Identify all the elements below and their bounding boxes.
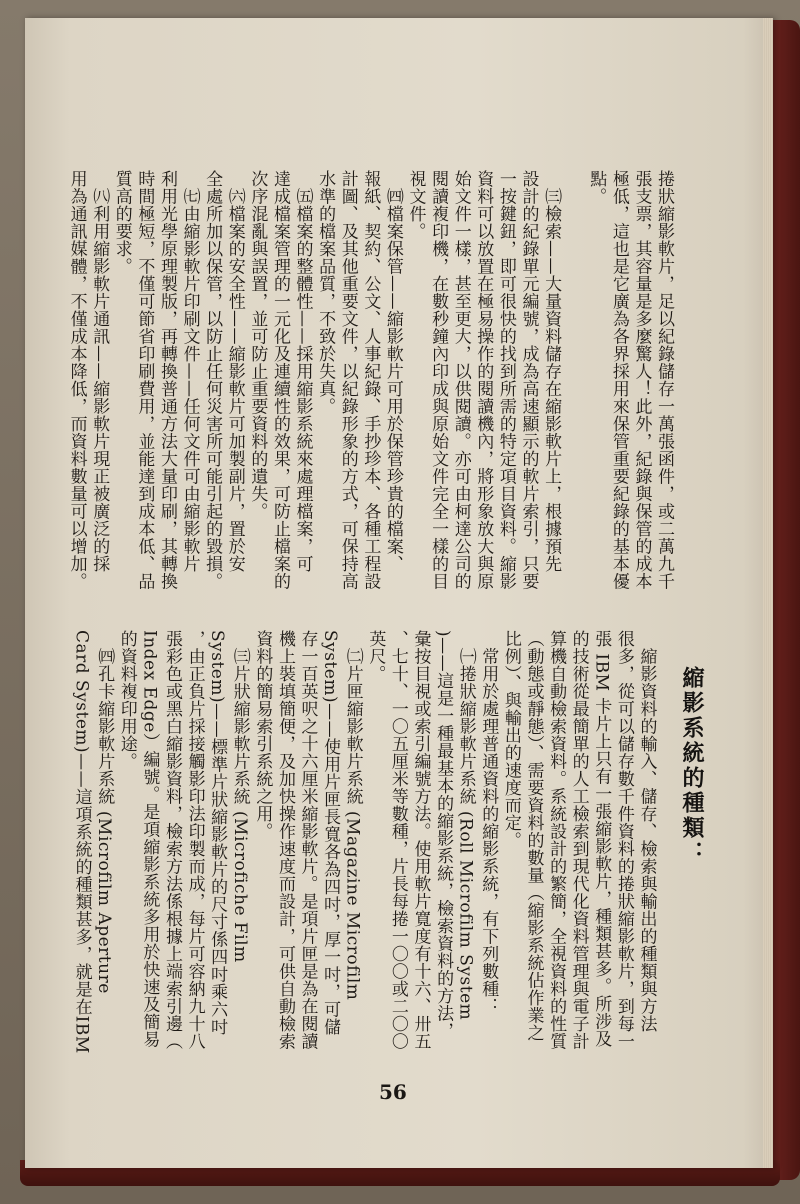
book-page	[25, 18, 773, 1168]
page-number: 56	[379, 1080, 407, 1104]
section-heading: 縮影系統的種類：	[679, 666, 705, 866]
upper-text-block: 捲狀縮影軟片，足以紀錄儲存一萬張函件，或二萬九千 張支票，其容量是多麼驚人！此外，紀錄與保管的成本 極低，這也是它廣為各界採用來保管重要紀錄的基本優 點。 ㈢檢索——大量資料儲存在縮影軟片上，根據預先 設計的紀錄單元編號，成為高速顯示的軟片索引，只要 一按鍵鈕，即可很快的找到所需的特定項目資料。縮影 資料可以放置在極易操作的閱讀機內，將形象放大與原 始文件一樣，甚至更大，以供閱讀。亦可由柯達公司的 閱讀複印機，在數秒鐘內印成與原始文件完全一樣的目 視文件。 ㈣檔案保管——縮影軟片可用於保管珍貴的檔案、 報紙、契約、公文、人事紀錄、手抄珍本、各種工程設 計圖、及其他重要文件，以紀錄形象的方式，可保持高 水準的檔案品質，不致於失真。 ㈤檔案的整體性——採用縮影系統來處理檔案，可 達成檔案管理的一元化及連續性的效果，可防止檔案的 次序混亂與誤置，並可防止重要資料的遺失。 ㈥檔案的安全性——縮影軟片可加製副片，置於安 全處所加以保管，以防止任何災害所可能引起的毀損。 ㈦由縮影軟片印刷文件——任何文件可由縮影軟片 利用光學原理製版，再轉換普通方法大量印刷，其轉換 時間極短，不僅可節省印刷費用，並能達到成本低、品 質高的要求。 ㈧利用縮影軟片通訊——縮影軟片現正被廣泛的採 用為通訊媒體，不僅成本降低，而資料數量可以增加。	[66, 170, 675, 590]
lower-text-block: 縮影資料的輸入、儲存、檢索與輸出的種類與方法 很多，從可以儲存數千件資料的捲狀縮影軟片，到每一 張 IBM 卡片上只有一張縮影軟片，種類甚多。所涉及 的技術從最簡單的人工檢索到現代化資料管理與電子計 算機自動檢索資料。系統設計的繁簡，全視資料的性質 （動態或靜態）、需要資料的數量（縮影系統佔作業之 比例）、與輸出的速度而定。 常用於處理普通資料的縮影系統，有下列數種： ㈠捲狀縮影軟片系統 (Roll Microfilm System )——這是一種最基本的縮影系統，檢索資料的方法， 彙按目視或索引編號方法。使用軟片寬度有十六、卅五 、七十、一〇五厘米等數種，片長每捲一〇〇或二〇〇 英尺。 ㈡片匣縮影軟片系統 (Magazine Microfilm System)——使用片匣長寬各為四吋，厚一吋，可儲 存一百英呎之十六厘米縮影軟片。是項片匣是為在閱讀 機上裝填簡便，及加快操作速度而設計，可供自動檢索 資料的簡易索引系統之用。 ㈢片狀縮影軟片系統 (Microfiche Film System)——標準片狀縮影軟片的尺寸係四吋乘六吋 ，由正負片採接觸影印法印製而成，每片可容納九十八 張彩色或黑白縮影資料，檢索方法係根據上端索引邊（ Index Edge）編號。是項縮影系統多用於快速及簡易 的資料複印用途。 ㈣孔卡縮影軟片系統 (Microfilm Aperture Card System)——這項系統的種類甚多，就是在IBM	[71, 630, 657, 1054]
